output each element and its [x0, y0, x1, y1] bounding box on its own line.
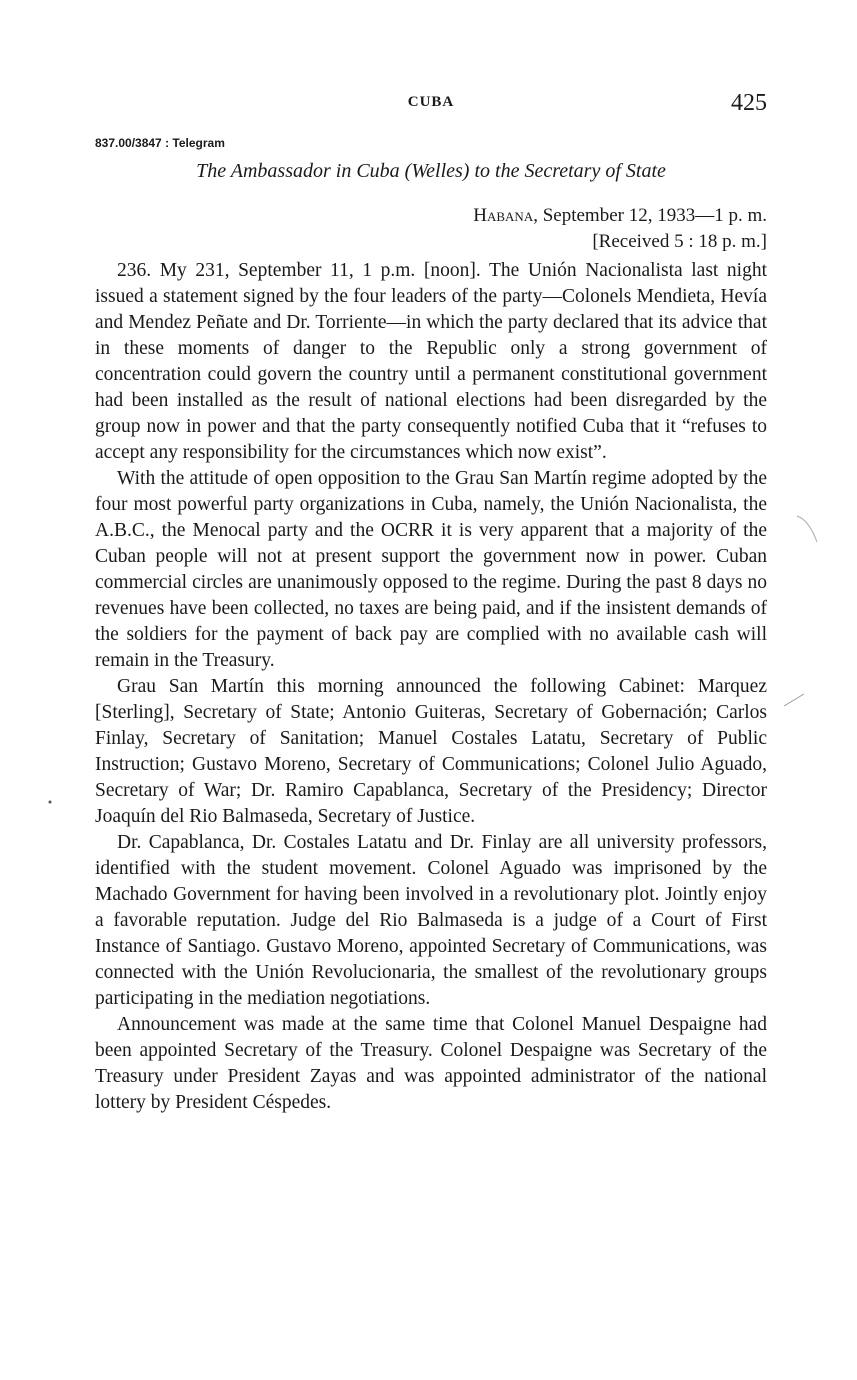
running-head	[95, 90, 767, 120]
margin-pencil-mark	[782, 690, 808, 710]
paragraph: 236. My 231, September 11, 1 p.m. [noon]. The Unión Nacionalista last night issued a statement signed by the four leaders of the party—Colonels Mendieta, Hevía and Mendez Peñate and Dr. Torriente—in which the party declared that its advice that in these moments of danger to the Republic only a strong government of concentration could govern the country until a permanent constitutional government had been installed as the result of national elections had been disregarded by the group now in power and that the party consequently notified Cuba that it “refuses to accept any responsibility for the circumstances which now exist”.	[95, 260, 767, 463]
running-title: CUBA	[407, 94, 455, 110]
dateline-place: Habana	[473, 205, 534, 226]
dateline-received: [Received 5 : 18 p. m.]	[592, 231, 767, 252]
telegram-body	[95, 258, 767, 1116]
paragraph: Grau San Martín this morning announced the following Cabinet: Marquez [Sterling], Secretary of State; Antonio Guiteras, Secretary of Gobernación; Carlos Finlay, Secretary of Sanitation; Manuel Costales Latatu, Secretary of Public Instruction; Gustavo Moreno, Secretary of Communications; Colonel Julio Aguado, Secretary of War; Dr. Ramiro Capablanca, Secretary of the Presidency; Director Joaquín del Rio Balmaseda, Secretary of Justice.	[95, 676, 767, 827]
dateline-date: , September 12, 1933—1 p. m.	[533, 205, 767, 226]
document-reference: 837.00/3847 : Telegram	[95, 136, 225, 150]
dateline-sent	[473, 203, 767, 229]
dateline	[473, 203, 767, 255]
margin-pencil-mark	[795, 512, 825, 552]
paragraph: Dr. Capablanca, Dr. Costales Latatu and Dr. Finlay are all university professors, identified with the student movement. Colonel Aguado was imprisoned by the Machado Government for having been involved in a revolutionary plot. Jointly enjoy a favorable reputation. Judge del Rio Balmaseda is a judge of a Court of First Instance of Santiago. Gustavo Moreno, appointed Secretary of Communications, was connected with the Unión Revolucionaria, the smallest of the revolutionary groups participating in the mediation negotiations.	[95, 832, 767, 1009]
paragraph: With the attitude of open opposition to the Grau San Martín regime adopted by the four most powerful party organizations in Cuba, namely, the Unión Nacionalista, the A.B.C., the Menocal party and the OCRR it is very apparent that a majority of the Cuban people will not at present support the government now in power. Cuban commercial circles are unanimously opposed to the regime. During the past 8 days no revenues have been collected, no taxes are being paid, and if the insistent demands of the soldiers for the payment of back pay are complied with no available cash will remain in the Treasury.	[95, 468, 767, 671]
page-number: 425	[731, 90, 767, 116]
margin-dot-mark	[46, 798, 54, 806]
document-heading: The Ambassador in Cuba (Welles) to the Secretary of State	[196, 160, 666, 182]
paragraph: Announcement was made at the same time that Colonel Manuel Despaigne had been appointed Secretary of the Treasury. Colonel Despaigne was Secretary of the Treasury under President Zayas and was appointed administrator of the national lottery by President Céspedes.	[95, 1014, 767, 1113]
